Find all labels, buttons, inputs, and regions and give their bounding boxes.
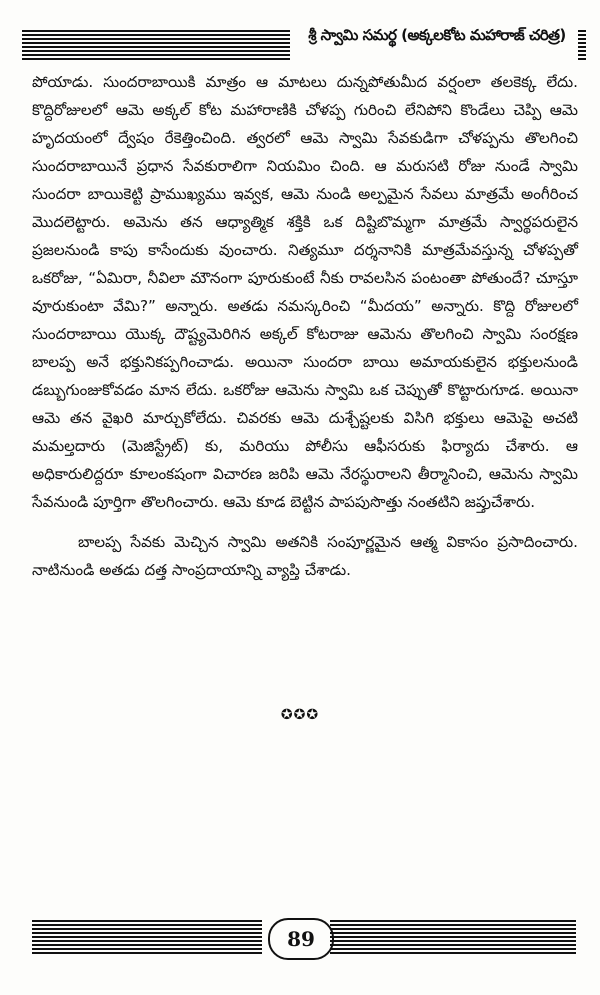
header-rule-lines [22, 30, 290, 60]
page-footer [32, 912, 576, 964]
footer-rule-lines-right [330, 920, 576, 954]
star-ornament-icon: ✪✪✪ [280, 707, 320, 723]
section-separator [0, 707, 600, 723]
page-number: 89 [268, 918, 334, 960]
page-body [32, 68, 578, 596]
running-title: శ్రీ స్వామి సమర్థ (అక్కలకోట మహారాజ్ చరిత్ర) [308, 26, 566, 44]
footer-rule-lines-left [32, 920, 262, 954]
paragraph-2: బాలప్ప సేవకు మెచ్చిన స్వామి అతనికి సంపూర్ణమైన ఆత్మ వికాసం ప్రసాదించారు. నాటినుండి అతడు దత్త సాంప్రదాయాన్ని వ్యాప్తి చేశాడు. [32, 533, 578, 579]
page-header [22, 24, 586, 64]
paragraph-1: పోయాడు. సుందరాబాయికి మాత్రం ఆ మాటలు దున్నపోతుమీద వర్షంలా తలకెక్క లేదు. కొద్దిరోజులలో ఆమె అక్కల్ కోట మహారాణికి చోళప్ప గురించి లేనిపోని కొండేలు చెప్పి ఆమె హృదయంలో ద్వేషం రేకెత్తించింది. త్వరలో ఆమె స్వామి సేవకుడిగా చోళప్పను తొలగించి సుందరాబాయినే ప్రధాన సేవకురాలిగా నియమిం చింది. ఆ మరుసటి రోజు నుండే స్వామి సుందరా బాయికెట్టి ప్రాముఖ్యము ఇవ్వక, ఆమె నుండి అల్పమైన సేవలు మాత్రమే అంగీరించ మొదలెట్టారు. అమెను తన ఆధ్యాత్మిక శక్తికి ఒక దిష్టిబొమ్మగా మాత్రమే స్వార్థపరులైన ప్రజలనుండి కాపు కాసేందుకు వుంచారు. నిత్యమూ దర్శనానికి మాత్రమేవస్తున్న చోళప్పతో ఒకరోజు, “ఏమిరా, నీవిలా మౌనంగా పూరుకుంటే నీకు రావలసిన పంటంతా పోతుందే? చూస్తూ వూరుకుంటా వేమి?” అన్నారు. అతడు నమస్కరించి “మీదయ” అన్నారు. కొద్ది రోజులలో సుందరాబాయి యొక్క దౌష్ట్యమెరిగిన అక్కల్ కోటరాజు ఆమెను తొలగించి స్వామి సంరక్షణ బాలప్ప అనే భక్తునికప్పగించాడు. అయినా సుందరా బాయి అమాయకులైన భక్తులనుండి డబ్బుగుంజుకోవడం మాన లేదు. ఒకరోజు ఆమెను స్వామి ఒక చెప్పుతో కొట్టారుగూడ. అయినా ఆమె తన వైఖరి మార్చుకోలేదు. చివరకు ఆమె దుశ్చేష్టలకు విసిగి భక్తులు ఆమెపై అచటి మమల్తదారు (మెజిస్ట్రేట్) కు, మరియు పోలీసు ఆఫీసరుకు ఫిర్యాదు చేశారు. ఆ అధికారులిద్దరూ కూలంకషంగా విచారణ జరిపి ఆమె నేరస్థురాలని తీర్మానించి, ఆమెను స్వామి సేవనుండి పూర్తిగా తొలగించారు. ఆమె కూడ బెట్టిన పాపపుసొత్తు నంతటిని జప్తుచేశారు. [32, 73, 578, 511]
header-rule-lines-right [578, 30, 586, 60]
